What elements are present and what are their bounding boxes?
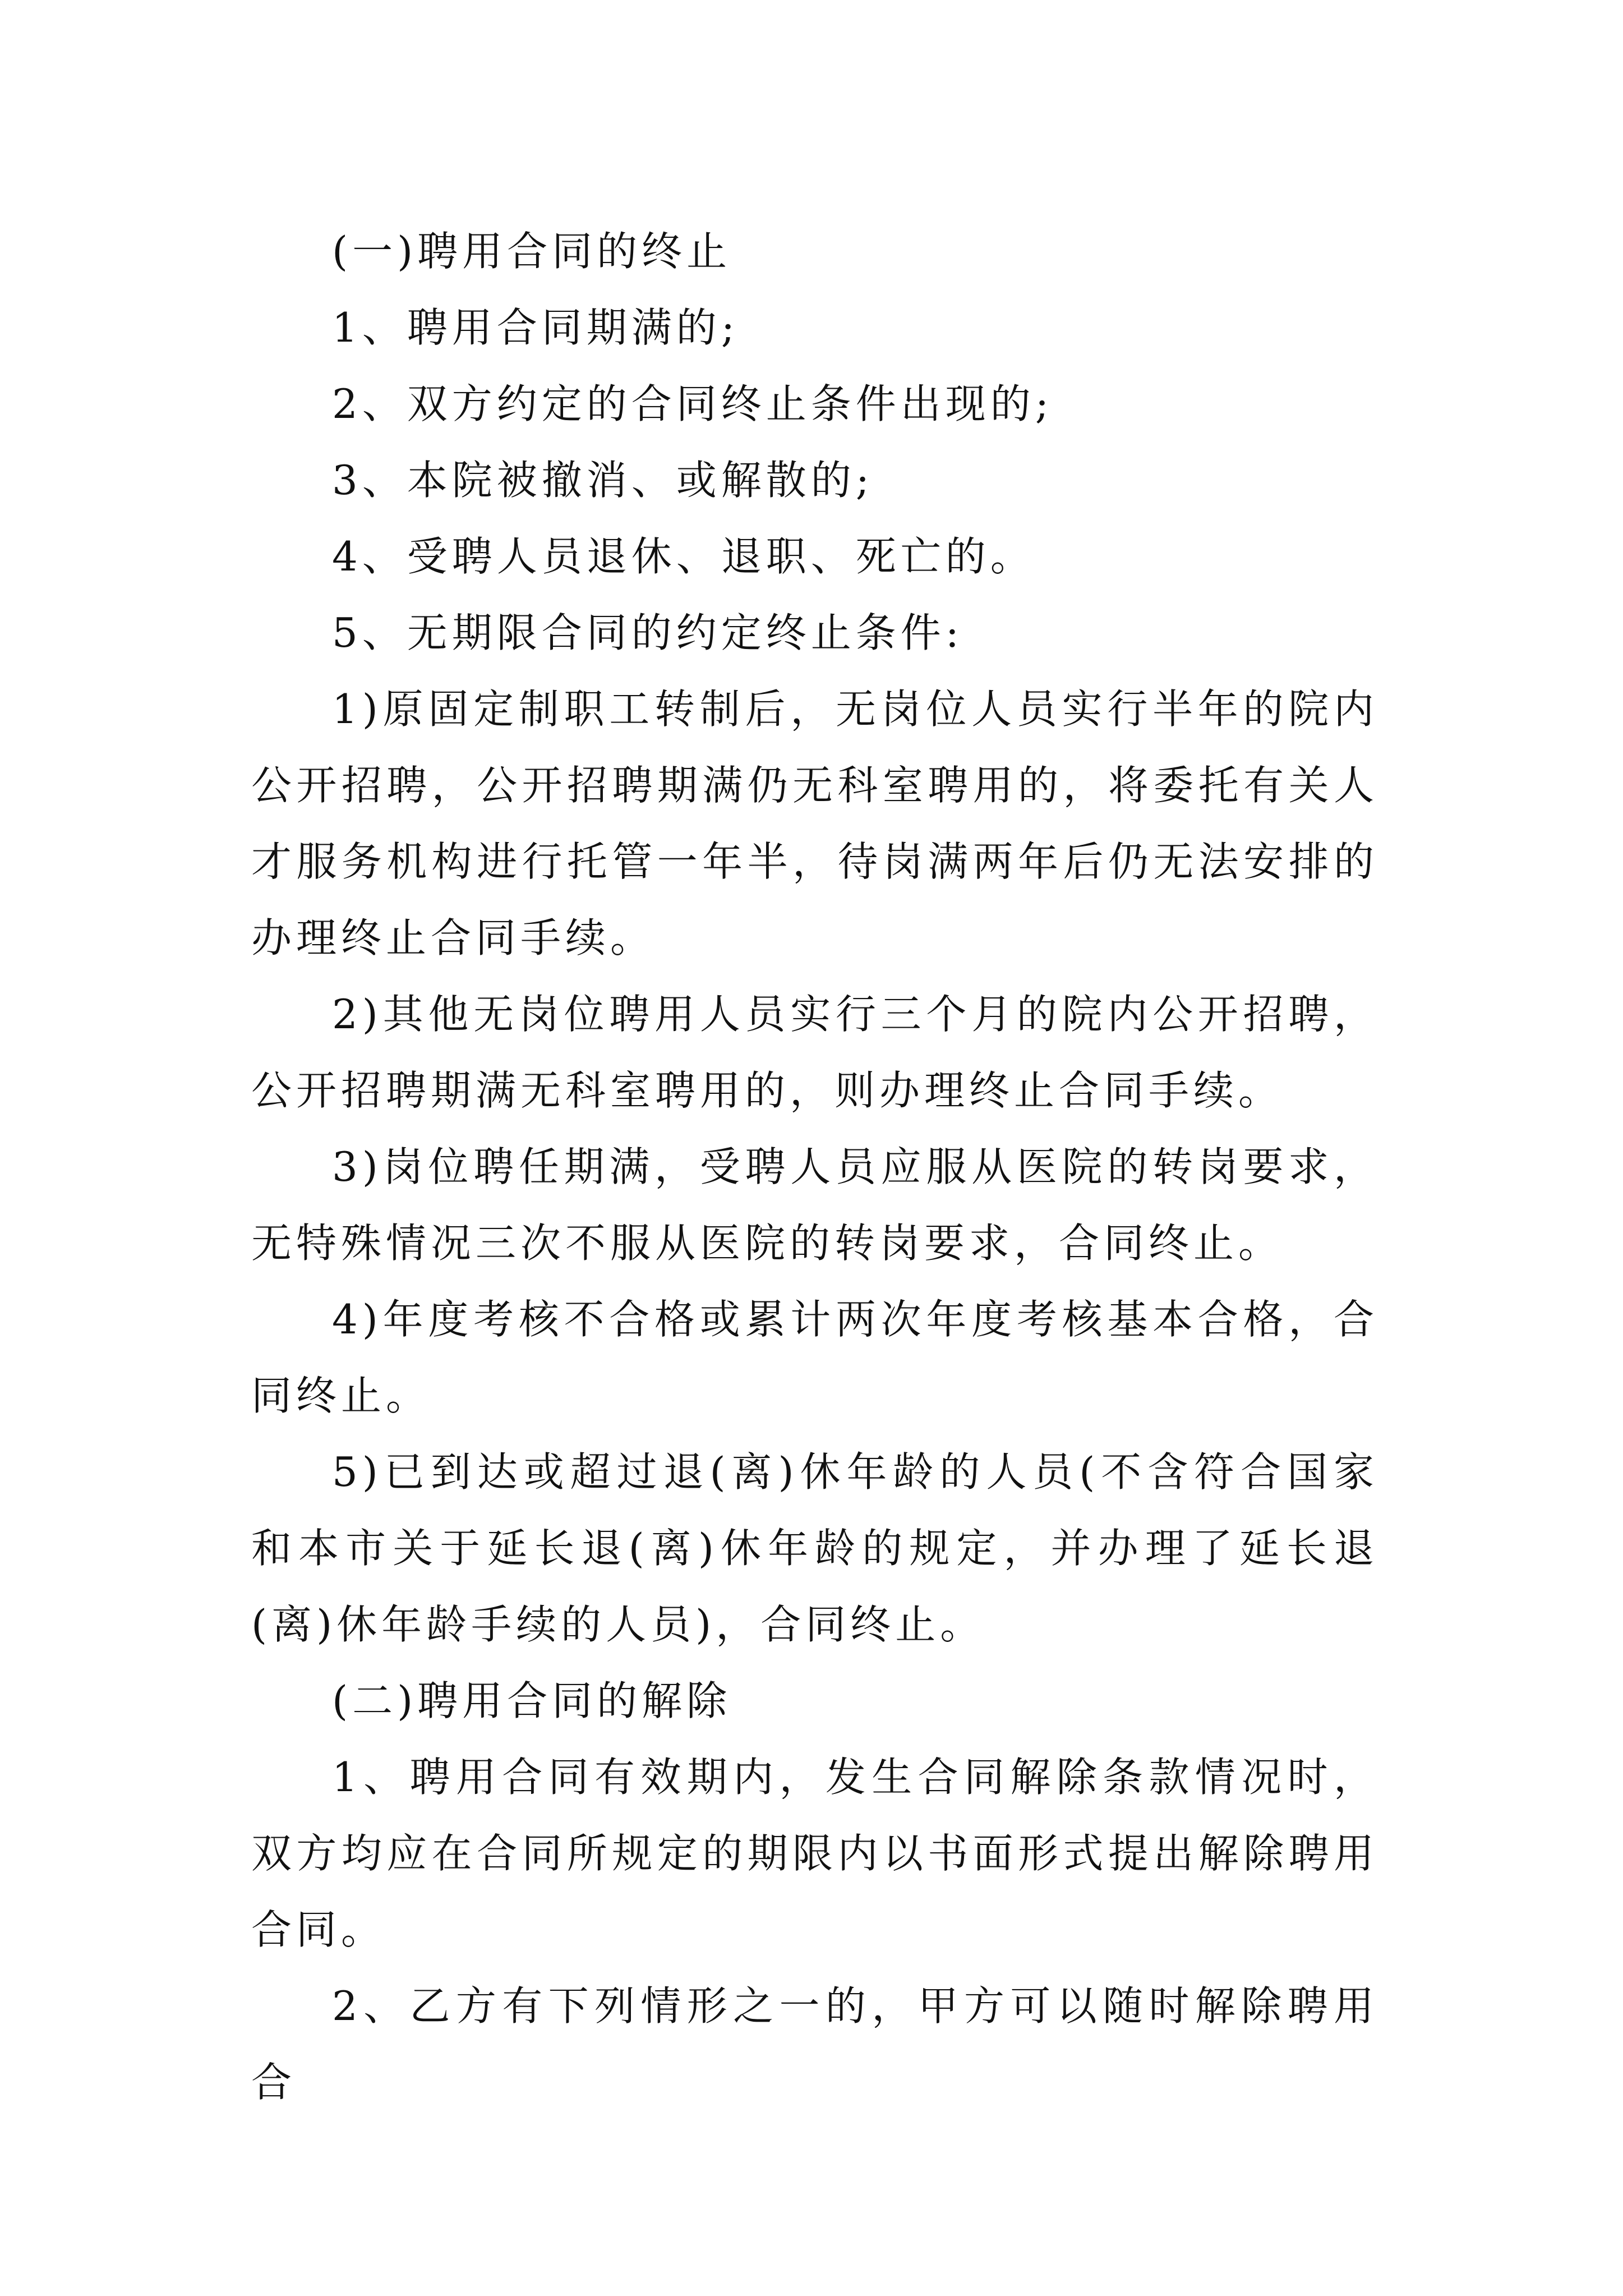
sub-item: 5)已到达或超过退(离)休年龄的人员(不含符合国家和本市关于延长退(离)休年龄的规定，并办理了延长退(离)休年龄手续的人员)，合同终止。: [251, 1448, 1378, 1648]
list-item: 2、双方约定的合同终止条件出现的;: [332, 380, 1054, 427]
section-heading-termination: (一)聘用合同的终止: [332, 228, 732, 275]
sub-item: 2)其他无岗位聘用人员实行三个月的院内公开招聘，公开招聘期满无科室聘用的，则办理终止合同手续。: [251, 991, 1378, 1114]
list-item: 3、本院被撤消、或解散的;: [332, 457, 874, 504]
list-item: 1、聘用合同有效期内，发生合同解除条款情况时，双方均应在合同所规定的期限内以书面形式提出解除聘用合同。: [251, 1754, 1378, 1953]
sub-item: 4)年度考核不合格或累计两次年度考核基本合格，合同终止。: [251, 1296, 1378, 1419]
document-body: [251, 213, 1378, 2120]
list-item: 5、无期限合同的约定终止条件:: [332, 609, 964, 656]
sub-item: 3)岗位聘任期满，受聘人员应服从医院的转岗要求，无特殊情况三次不服从医院的转岗要求，合同终止。: [251, 1143, 1378, 1267]
list-item: 4、受聘人员退休、退职、死亡的。: [332, 533, 1035, 580]
section-heading-dissolution: (二)聘用合同的解除: [332, 1677, 732, 1724]
list-item: 2、乙方有下列情形之一的，甲方可以随时解除聘用合: [251, 1982, 1378, 2106]
sub-item: 1)原固定制职工转制后，无岗位人员实行半年的院内公开招聘，公开招聘期满仍无科室聘用的，将委托有关人才服务机构进行托管一年半，待岗满两年后仍无法安排的办理终止合同手续。: [251, 685, 1378, 961]
list-item: 1、聘用合同期满的;: [332, 304, 740, 351]
